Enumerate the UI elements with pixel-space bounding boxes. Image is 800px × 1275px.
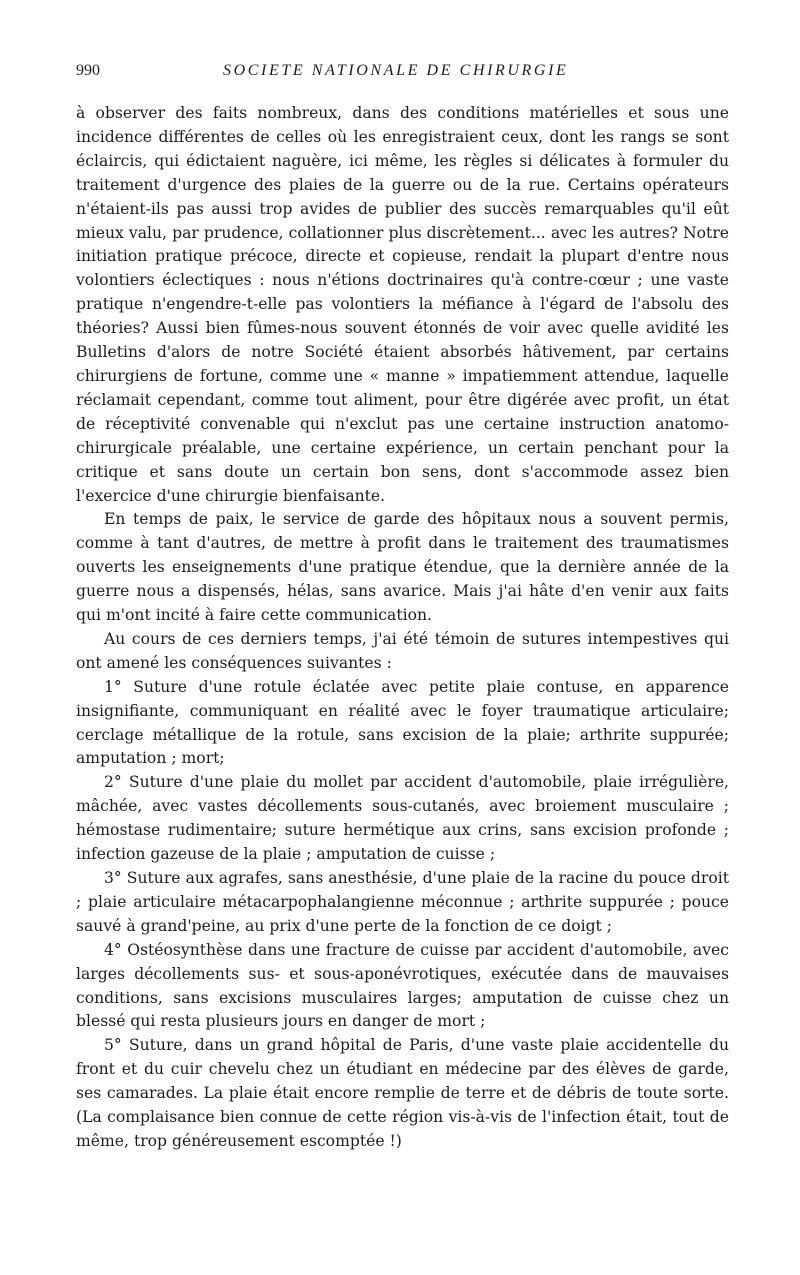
case-item-2: 2° Suture d'une plaie du mollet par accident d'automobile, plaie irrégulière, mâchée, avec vastes décollements sous-cutanés, avec broiement musculaire ; hémostase rudimentaire; suture hermétique aux crins, sans excision profonde ; infection gazeuse de la plaie ; amputation de cuisse ; xyxy=(76,773,729,864)
running-title: SOCIETE NATIONALE DE CHIRURGIE xyxy=(223,62,569,79)
paragraph-continuation: à observer des faits nombreux, dans des conditions matérielles et sous une incidence différentes de celles où les enregistraient ceux, dont les rangs se sont éclaircis, qui édictaient naguère, ici même, les règles si délicates à formuler du traitement d'urgence des plaies de la guerre ou de la rue. Certains opérateurs n'étaient-ils pas aussi trop avides de publier des succès remarquables qu'il eût mieux valu, par prudence, collationner plus discrètement... avec les autres? Notre initiation pratique précoce, directe et copieuse, rendait la plupart d'entre nous volontiers éclectiques : nous n'étions doctrinaires qu'à contre-cœur ; une vaste pratique n'engendre-t-elle pas volontiers la méfiance à l'égard de l'absolu des théories? Aussi bien fûmes-nous souvent étonnés de voir avec quelle avidité les Bulletins d'alors de notre Société étaient absorbés hâtivement, par certains chirurgiens de fortune, comme une « manne » impatiemment attendue, laquelle réclamait cependant, comme tout aliment, pour être digérée avec profit, un état de réceptivité convenable qui n'exclut pas une certaine instruction anatomo-chirurgicale préalable, une certaine expérience, un certain penchant pour la critique et sans doute un certain bon sens, dont s'accommode assez bien l'exercice d'une chirurgie bienfaisante. xyxy=(76,104,729,505)
case-item-1: 1° Suture d'une rotule éclatée avec petite plaie contuse, en apparence insignifiante, communiquant en réalité avec le foyer traumatique articulaire; cerclage métallique de la rotule, sans excision de la plaie; arthrite suppurée; amputation ; mort; xyxy=(76,677,729,768)
body-text xyxy=(76,102,729,1154)
case-item-5: 5° Suture, dans un grand hôpital de Paris, d'une vaste plaie accidentelle du front et du cuir chevelu chez un étudiant en médecine par des élèves de garde, ses camarades. La plaie était encore remplie de terre et de débris de toute sorte. (La complaisance bien connue de cette région vis-à-vis de l'infection était, tout de même, trop généreusement escomptée !) xyxy=(76,1036,729,1150)
paragraph-peacetime: En temps de paix, le service de garde des hôpitaux nous a souvent permis, comme à tant d'autres, de mettre à profit dans le traitement des traumatismes ouverts les enseignements d'une pratique étendue, que la dernière année de la guerre nous a dispensés, hélas, sans avarice. Mais j'ai hâte d'en venir aux faits qui m'ont incité à faire cette communication. xyxy=(76,510,729,625)
case-item-3: 3° Suture aux agrafes, sans anesthésie, d'une plaie de la racine du pouce droit ; plaie articulaire métacarpophalangienne méconnue ; arthrite suppurée ; pouce sauvé à grand'peine, au prix d'une perte de la fonction de ce doigt ; xyxy=(76,869,729,935)
case-item-4: 4° Ostéosynthèse dans une fracture de cuisse par accident d'automobile, avec larges décollements sus- et sous-aponévrotiques, exécutée dans de mauvaises conditions, sans excisions musculaires larges; amputation de cuisse chez un blessé qui resta plusieurs jours en danger de mort ; xyxy=(76,940,729,1031)
running-head xyxy=(76,62,729,88)
document-page xyxy=(76,62,729,1154)
page-number: 990 xyxy=(76,62,100,79)
paragraph-intro-cases: Au cours de ces derniers temps, j'ai été témoin de sutures intempestives qui ont amené les conséquences suivantes : xyxy=(76,629,729,672)
